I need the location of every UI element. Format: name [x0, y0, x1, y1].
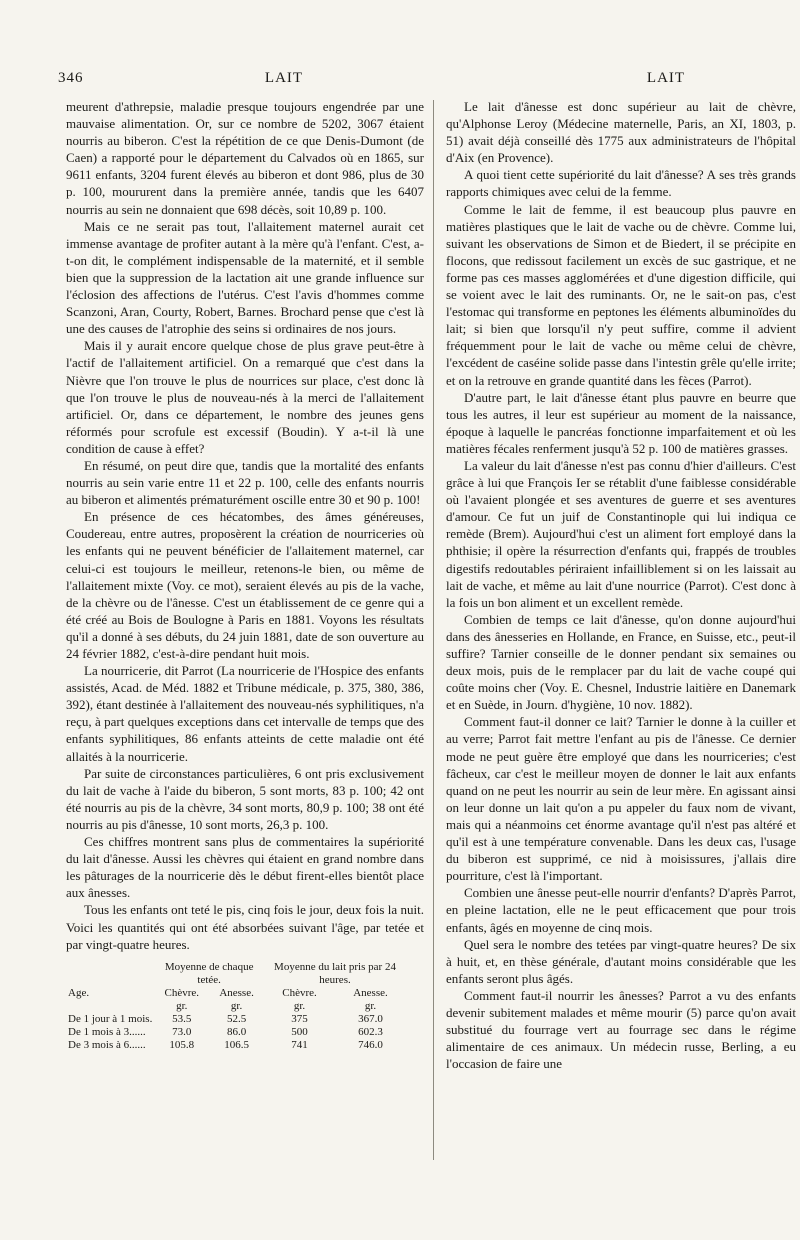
table-cell: 106.5	[224, 1038, 249, 1051]
table-unit: gr.	[364, 999, 377, 1012]
table-cell-age: De 3 mois à 6......	[68, 1038, 146, 1051]
table-cell: 375	[291, 1012, 308, 1025]
table-col-header: Chèvre.	[282, 986, 317, 999]
paragraph: Comment faut-il donner ce lait? Tarnier le donne à la cuiller et au verre; Parrot fait mettre l'enfant au pis de l'ânesse. Ce dernier mode ne peut guère être employé que dans les nourriceries; c'est fâcheux, car c'est le meilleur moyen de donner le lait aux enfants quand on ne peut les nourrir au sein de leur mère. En agissant ainsi on leur donne un lait qu'on a pu appeler du faux nom de vivant, mais qui a néanmoins cet énorme avantage qu'il n'est pas altéré et qu'il est à une température convenable. Dans les deux cas, l'usage du biberon est supprimé, ce nid à moisissures, j'allais dire pourriture, c'est là l'important.	[446, 714, 796, 884]
table-group-header: Moyenne de chaque tetée.	[164, 960, 254, 986]
paragraph: Par suite de circonstances particulières, 6 ont pris exclusivement du lait de vache à l'aide du biberon, 5 sont morts, 83 p. 100; 42 ont été nourris au pis de la chèvre, 34 sont morts, 80,9 p. 100; 38 ont été nourris au pis d'ânesse, 10 sont morts, 26,3 p. 100.	[66, 765, 424, 832]
paragraph: Tous les enfants ont teté le pis, cinq fois le jour, deux fois la nuit. Voici les quantités qui ont été absorbées suivant l'âge, par tetée et par vingt-quatre heures.	[66, 902, 424, 952]
table-cell: 53.5	[172, 1012, 192, 1025]
paragraph: Combien de temps ce lait d'ânesse, qu'on donne aujourd'hui dans des ânesseries en Hollande, en France, en Suisse, etc., peut-il suffire? Tarnier conseille de le donner pendant six semaines ou deux mois, puis de le remplacer par du lait de vache coupé qui coûte moins cher (Voy. E. Chesnel, Industrie laitière en Danemark et en Suède, in Journ. d'hygiène, 10 nov. 1882).	[446, 611, 796, 713]
table-cell: 602.3	[358, 1025, 383, 1038]
paragraph: Quel sera le nombre des tetées par vingt-quatre heures? De six à huit, et, en thèse générale, d'autant moins considérable que les enfants seront plus âgés.	[446, 936, 796, 986]
left-column	[66, 98, 424, 1213]
paragraph: Comment faut-il nourrir les ânesses? Parrot a vu des enfants devenir subitement malades et même mourir (5) parce qu'on avait substitué du fourrage vert au fourrage sec dans le régime alimentaire de ces animaux. Un médecin russe, Berling, a eu l'occasion de faire une	[446, 987, 796, 1072]
running-header	[58, 70, 770, 90]
paragraph: meurent d'athrepsie, maladie presque toujours engendrée par une mauvaise alimentation. Or, sur ce nombre de 5202, 3067 étaient nourris au biberon. C'est la répétition de ce que Denis-Dumont (de Caen) a rapporté pour le département du Calvados où en 1865, sur 9611 enfants, 3204 furent élevés au biberon et dont 986, plus de 30 p. 100, moururent dans la première année, tandis que les 6407 nourris au sein ne donnaient que 698 décès, soit 10,89 p. 100.	[66, 99, 424, 217]
running-title-left: LAIT	[264, 70, 304, 86]
milk-intake-table	[66, 961, 406, 1052]
table-cell: 741	[291, 1038, 308, 1051]
right-column	[446, 98, 796, 1213]
table-age-header: Age.	[68, 986, 90, 999]
paragraph: D'autre part, le lait d'ânesse étant plus pauvre en beurre que tous les autres, il leur est supérieur au moment de la naissance, époque à laquelle le pancréas fonctionne imparfaitement et où les matières fécales renferment jusqu'à 52 p. 100 de matières grasses.	[446, 389, 796, 456]
paragraph: La valeur du lait d'ânesse n'est pas connu d'hier d'ailleurs. C'est grâce à lui que François Ier se rétablit d'une faiblesse considérable où l'avaient plongée et ses aventures de guerre et ses aventures d'amour. Ce fut un juif de Constantinople qui lui indiqua ce remède (Brem). Aujourd'hui c'est un aliment fort employé dans la phthisie; il opère la résurrection d'enfants qui, frappés de troubles digestifs redoutables périraient infailliblement si on les laissait au lait de vache, et même au lait d'une nourrice (Parrot). C'est donc à la fois un bon aliment et un excellent remède.	[446, 457, 796, 610]
table-group-header: Moyenne du lait pris par 24 heures.	[274, 960, 396, 986]
paragraph: En résumé, on peut dire que, tandis que la mortalité des enfants nourris au sein varie entre 11 et 22 p. 100, celle des enfants nourris au biberon et alimentés prématurément oscille entre 30 et 90 p. 100!	[66, 457, 424, 508]
table-unit: gr.	[176, 999, 188, 1012]
table-cell: 73.0	[172, 1025, 192, 1038]
paragraph: Mais ce ne serait pas tout, l'allaitement maternel aurait cet immense avantage de profiter autant à la mère qu'à l'enfant. C'est, a-t-on dit, le complément indispensable de la maternité, et il semble bien que la suppression de la lactation ait une grande influence sur l'éclosion des affections de l'utérus. C'est l'avis d'hommes comme Scanzoni, Aran, Courty, Robert, Barnes. Brochard pense que c'est là une des causes de l'atrophie des seins si ordinaires de nos jours.	[66, 218, 424, 337]
table-cell: 500	[291, 1025, 308, 1038]
paragraph: Comme le lait de femme, il est beaucoup plus pauvre en matières plastiques que le lait de vache ou de chèvre. Comme lui, suivant les observations de Simon et de Biedert, il se précipite en flocons, que redissout facilement un excès de suc gastrique, et ne forme pas ces masses agglomérées et d'une digestion difficile, qui se voient avec le lait des ruminants. Or, ne le sait-on pas, c'est l'estomac qui transforme en peptones les éléments albuminoïdes du lait; si bien que lorsqu'il n'y peut suffire, comme il advient fréquemment pour le lait de vache ou même celui de chèvre, l'excédent de caséine solide passe dans l'intestin grêle qu'elle irrite; et on la retrouve en grande quantité dans les fèces (Parrot).	[446, 201, 796, 388]
paragraph: Combien une ânesse peut-elle nourrir d'enfants? D'après Parrot, en pleine lactation, elle ne le peut efficacement que pour trois enfants, âgés en moyenne de cinq mois.	[446, 885, 796, 935]
table-cell: 52.5	[226, 1012, 247, 1025]
table-unit: gr.	[230, 999, 243, 1012]
table-row	[66, 1013, 406, 1026]
table-cell: 367.0	[358, 1012, 383, 1025]
table-cell: 86.0	[226, 1025, 247, 1038]
table-col-header: Anesse.	[219, 986, 254, 999]
page-number: 346	[58, 70, 84, 86]
table-cell-age: De 1 jour à 1 mois.	[68, 1012, 153, 1025]
paragraph: A quoi tient cette supériorité du lait d'ânesse? A ses très grands rapports chimiques avec celui de la femme.	[446, 167, 796, 200]
table-cell-age: De 1 mois à 3......	[68, 1025, 146, 1038]
paragraph: La nourricerie, dit Parrot (La nourricerie de l'Hospice des enfants assistés, Acad. de Méd. 1882 et Tribune médicale, p. 375, 380, 386, 392), étant destinée à l'allaitement des nouveau-nés syphilitiques, n'a reçu, à part quelques exceptions dans cet intervalle de temps que des enfants syphilitiques, 86 enfants atteints de cette maladie ont été allaités à la nourricerie.	[66, 663, 424, 764]
column-rule	[433, 100, 434, 1160]
table-cell: 746.0	[358, 1038, 383, 1051]
table-unit: gr.	[293, 999, 306, 1012]
table-row	[66, 1039, 406, 1052]
table-cell: 105.8	[169, 1038, 195, 1051]
paragraph: Mais il y aurait encore quelque chose de plus grave peut-être à l'actif de l'allaitement artificiel. On a remarqué que c'est dans la Nièvre que l'on trouve le plus de nourrices sur place, c'est donc là que l'on trouve le plus de nouveau-nés à la merci de l'allaitement artificiel. Or, dans ce département, le nombre des jeunes gens réformés pour scrofule est excessif (Boudin). Y a-t-il là une condition de cause à effet?	[66, 338, 424, 456]
paragraph: En présence de ces hécatombes, des âmes généreuses, Coudereau, entre autres, proposèrent la création de nourriceries où les enfants qui ne peuvent bénéficier de l'allaitement maternel, car celui-ci est toujours le meilleur, retenons-le bien, ou même de l'allaitement mixte (Voy. ce mot), seraient élevés au pis de la vache, de la chèvre ou de l'ânesse. C'est un établissement de ce genre qui a été créé au Bois de Boulogne à Paris en 1881. Voyons les résultats qu'il a donné à ses débuts, du 24 juin 1881, date de son ouverture au 24 février 1882, c'est-à-dire pendant huit mois.	[66, 509, 424, 661]
table-row	[66, 1026, 406, 1039]
paragraph: Ces chiffres montrent sans plus de commentaires la supériorité du lait d'ânesse. Aussi les chèvres qui étaient en grand nombre dans les pâturages de la nourricerie dès le début firent-elles bientôt place aux ânesses.	[66, 834, 424, 901]
paragraph: Le lait d'ânesse est donc supérieur au lait de chèvre, qu'Alphonse Leroy (Médecine maternelle, Paris, an XI, 1803, p. 51) avait déjà conseillé dès 1775 aux administrateurs de l'hôpital d'Aix (en Provence).	[446, 99, 796, 166]
table-col-header: Anesse.	[353, 986, 388, 999]
table-col-header: Chèvre.	[164, 986, 199, 999]
running-title-right: LAIT	[646, 70, 686, 86]
